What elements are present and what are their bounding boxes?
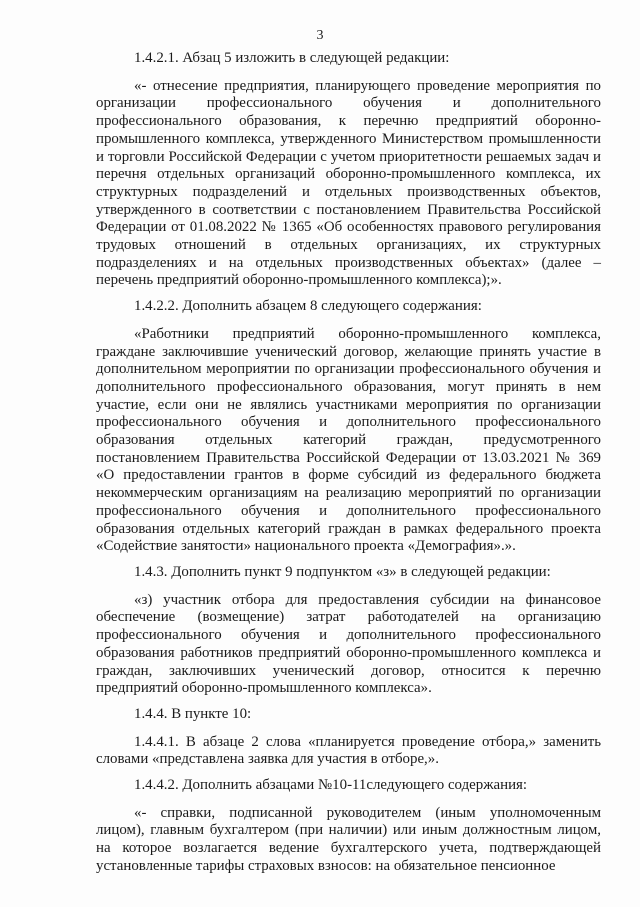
paragraph-spravki-text: «- справки, подписанной руководителем (иным уполномоченным лицом), главным бухгалтером (при наличии) или иным должностным лицом, на которое возлагается ведение бухгалтерского учета, подтверждающей установленные тарифы страховых взносов: на обязательное пенсионное <box>96 804 601 874</box>
paragraph-1-4-3: 1.4.3. Дополнить пункт 9 подпунктом «з» в следующей редакции: <box>134 563 551 580</box>
paragraph-1-4-4: 1.4.4. В пункте 10: <box>134 705 252 722</box>
paragraph-podpunkt-z-text: «з) участник отбора для предоставления субсидии на финансовое обеспечение (возмещение) затрат работодателей на организацию профессионального обучения и дополнительного профессионального образования работников предприятий оборонно-промышленного комплекса и граждан, заключивших ученический договор, относится к перечню предприятий оборонно-промышленного комплекса». <box>96 591 601 697</box>
paragraph-1-4-2-2: 1.4.2.2. Дополнить абзацем 8 следующего содержания: <box>134 298 482 315</box>
paragraph-1-4-2-1: 1.4.2.1. Абзац 5 изложить в следующей редакции: <box>134 50 450 66</box>
page-number: 3 <box>316 28 324 43</box>
paragraph-abzac-5-text: «- отнесение предприятия, планирующего проведение мероприятия по организации профессионального обучения и дополнительного профессионального образования, к перечню предприятий оборонно-промышленного комплекса, утвержденного Министерством промышленности и торговли Российской Федерации с учетом приоритетности решаемых задач и перечня отдельных организаций оборонно-промышленного комплекса, их структурных подразделений и отдельных производственных объектов, утвержденного в соответствии с постановлением Правительства Российской Федерации от 01.08.2022 № 1365 «Об особенностях правового регулирования трудовых отношений в отдельных организациях, их структурных подразделениях и на отдельных производственных объектах» (далее – перечень предприятий оборонно-промышленного комплекса);». <box>96 77 601 289</box>
document-body <box>96 50 601 884</box>
paragraph-1-4-4-2: 1.4.4.2. Дополнить абзацами №10-11следующего содержания: <box>134 777 528 794</box>
paragraph-abzac-8-text: «Работники предприятий оборонно-промышленного комплекса, граждане заключившие ученический договор, желающие принять участие в дополнительном мероприятии по организации профессионального обучения и дополнительного профессионального образования, могут принять в нем участие, если они не являлись участниками мероприятия по организации профессионального обучения и дополнительного профессионального образования отдельных категорий граждан, предусмотренного постановлением Правительства Российской Федерации от 13.03.2021 № 369 «О предоставлении грантов в форме субсидий из федерального бюджета некоммерческим организациям на реализацию мероприятий по организации профессионального обучения и дополнительного профессионального образования отдельных категорий граждан в рамках федерального проекта «Содействие занятости» национального проекта «Демография».». <box>96 325 601 555</box>
paragraph-1-4-4-1: 1.4.4.1. В абзаце 2 слова «планируется проведение отбора,» заменить словами «представлена заявка для участия в отборе,». <box>96 733 601 768</box>
